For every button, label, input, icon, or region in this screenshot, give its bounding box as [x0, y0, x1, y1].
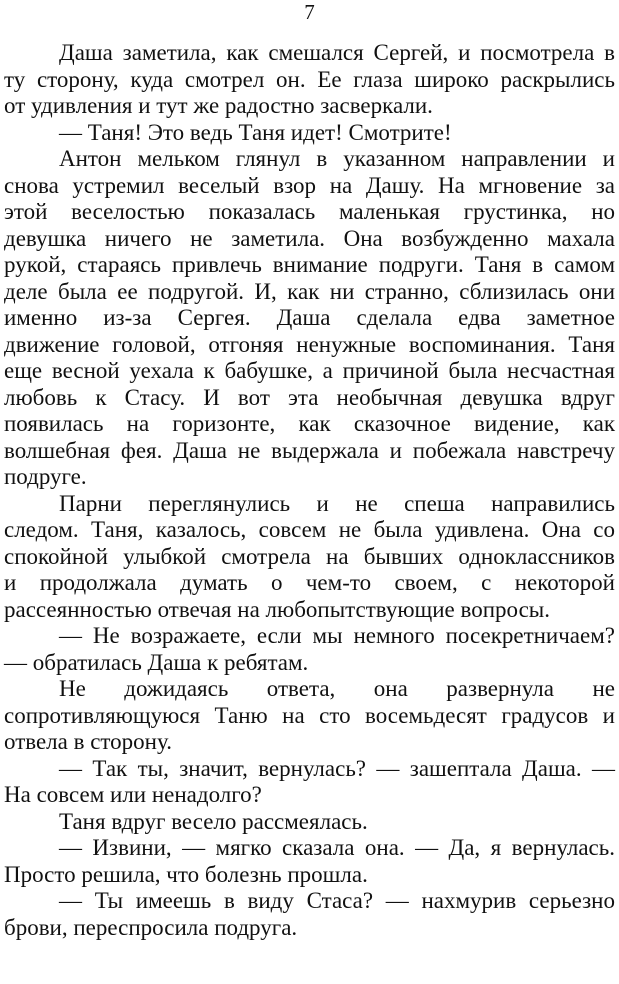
paragraph [4, 676, 615, 756]
text-line: ту сторону, куда смотрел он. Ее глаза широко раскрылись [4, 66, 615, 92]
text-line: — Так ты, значит, вернулась? — зашептала Даша. — [59, 755, 615, 781]
text-line: волшебная фея. Даша не выдержала и побежала навстречу [4, 437, 615, 463]
text-line: брови, переспросила подруга. [4, 914, 298, 940]
book-text-body [4, 40, 615, 941]
paragraph [4, 491, 615, 624]
text-line: движение головой, отгоняя ненужные воспоминания. Таня [4, 331, 615, 357]
text-line: — Извини, — мягко сказала она. — Да, я вернулась. [59, 835, 615, 860]
text-line: — Ты имеешь в виду Стаса? — нахмурив серьезно [59, 888, 615, 913]
text-line: Не дожидаясь ответа, она развернула не [59, 676, 615, 701]
paragraph [4, 809, 615, 836]
text-line: и продолжала думать о чем-то своем, с некоторой [4, 570, 615, 595]
text-line: еще весной уехала к бабушке, а причиной была несчастная [4, 358, 615, 383]
paragraph [4, 146, 615, 491]
text-line: отвела в сторону. [4, 729, 172, 754]
text-line: — Не возражаете, если мы немного посекретничаем? [59, 623, 615, 648]
text-line: снова устремил веселый взор на Дашу. На мгновение за [4, 172, 615, 198]
text-line: подруге. [4, 464, 87, 489]
text-line: рассеянностью отвечая на любопытствующие вопросы. [4, 596, 550, 622]
paragraph [4, 835, 615, 888]
paragraph [4, 756, 615, 809]
text-line: следом. Таня, казалось, совсем не была удивлена. Она со [4, 517, 615, 542]
text-line: именно из-за Сергея. Даша сделала едва заметное [4, 305, 615, 330]
text-line: Антон мельком глянул в указанном направлении и [59, 146, 615, 171]
text-line: девушка ничего не заметила. Она возбужденно махала [4, 225, 615, 251]
text-line: Парни переглянулись и не спеша направились [59, 490, 615, 516]
page-number: 7 [304, 0, 315, 24]
text-line: этой веселостью показалась маленькая грустинка, но [4, 199, 615, 224]
text-line: любовь к Стасу. И вот эта необычная девушка вдруг [4, 384, 615, 410]
text-line: сопротивляющуюся Таню на сто восемьдесят градусов и [4, 702, 615, 728]
paragraph [4, 120, 615, 147]
text-line: Даша заметила, как смешался Сергей, и посмотрела в [59, 40, 615, 65]
text-line: — обратилась Даша к ребятам. [4, 649, 309, 675]
text-line: На совсем или ненадолго? [4, 782, 262, 807]
text-line: спокойной улыбкой смотрела на бывших одноклассников [4, 543, 615, 569]
paragraph [4, 40, 615, 120]
text-line: Таня вдруг весело рассмеялась. [59, 808, 368, 834]
text-line: появилась на горизонте, как сказочное видение, как [4, 411, 615, 436]
text-line: от удивления и тут же радостно засверкали. [4, 93, 433, 118]
paragraph [4, 623, 615, 676]
text-line: — Таня! Это ведь Таня идет! Смотрите! [59, 119, 452, 145]
text-line: деле была ее подругой. И, как ни странно, сблизилась они [4, 278, 615, 304]
text-line: рукой, стараясь привлечь внимание подруги. Таня в самом [4, 252, 615, 277]
text-line: Просто решила, что болезнь прошла. [4, 861, 368, 887]
paragraph [4, 888, 615, 941]
